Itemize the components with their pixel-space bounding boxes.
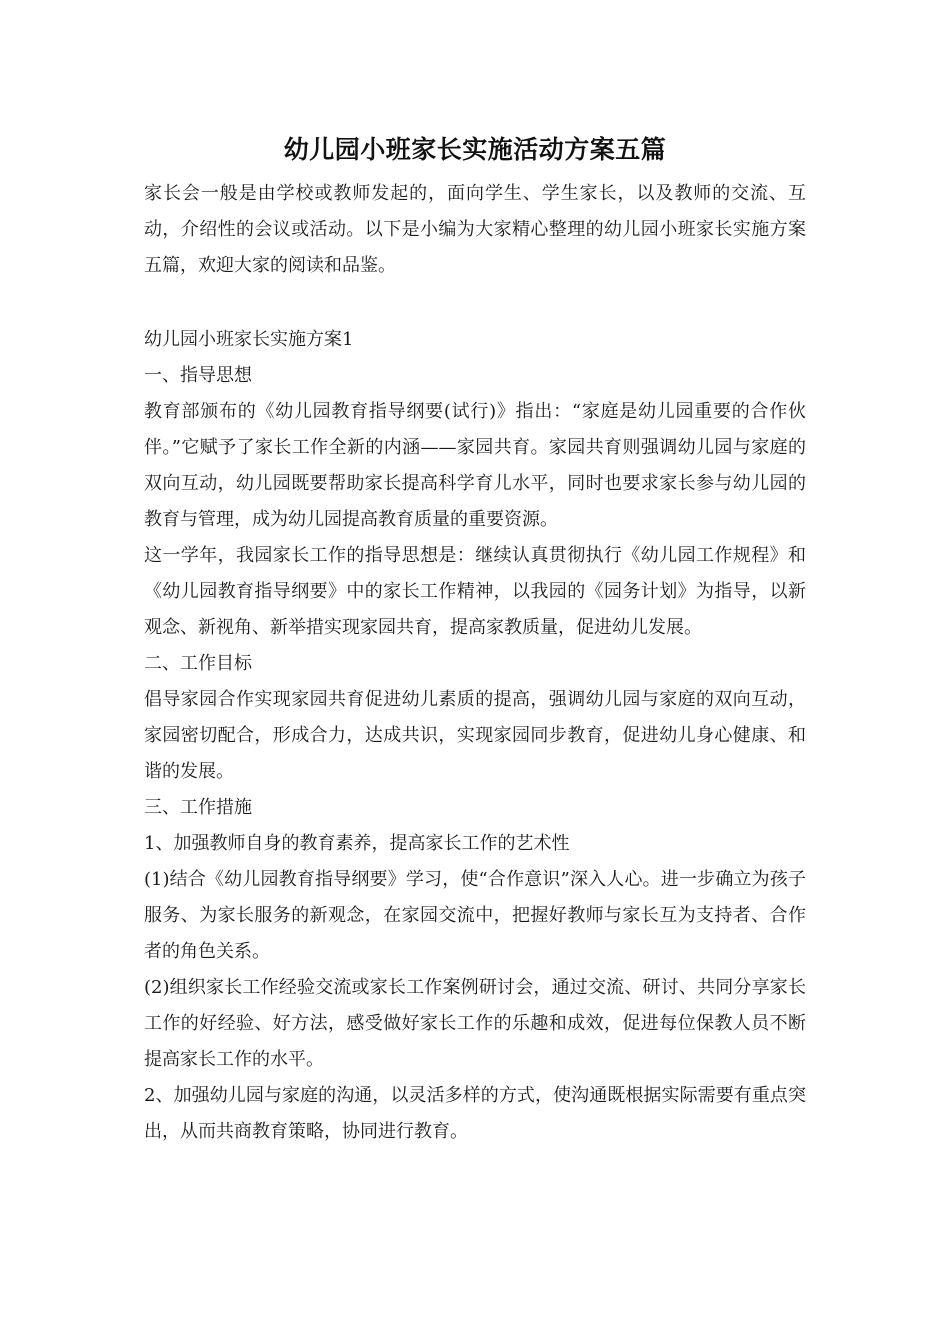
part-heading-work-measures: 三、工作措施 xyxy=(144,797,252,818)
part-heading-work-goals: 二、工作目标 xyxy=(144,653,252,674)
measure-heading-1: 1、加强教师自身的教育素养，提高家长工作的艺术性 xyxy=(144,833,570,854)
intro-paragraph: 家长会一般是由学校或教师发起的，面向学生、学生家长，以及教师的交流、互动，介绍性的会议或活动。以下是小编为大家精心整理的幼儿园小班家长实施方案五篇，欢迎大家的阅读和品鉴。 xyxy=(144,183,806,276)
measure-item-2: (2)组织家长工作经验交流或家长工作案例研讨会，通过交流、研讨、共同分享家长工作的好经验、好方法，感受做好家长工作的乐趣和成效，促进每位保教人员不断提高家长工作的水平。 xyxy=(144,977,806,1070)
blank-line xyxy=(144,284,806,322)
measure-heading-2: 2、加强幼儿园与家庭的沟通，以灵活多样的方式，使沟通既根据实际需要有重点突出，从而共商教育策略，协同进行教育。 xyxy=(144,1085,806,1142)
paragraph-guidelines: 教育部颁布的《幼儿园教育指导纲要(试行)》指出：“家庭是幼儿园重要的合作伙伴。”它赋予了家长工作全新的内涵——家园共育。家园共育则强调幼儿园与家庭的双向互动，幼儿园既要帮助家长提高科学育儿水平，同时也要求家长参与幼儿园的教育与管理，成为幼儿园提高教育质量的重要资源。 xyxy=(144,401,806,530)
paragraph-work-goals: 倡导家园合作实现家园共育促进幼儿素质的提高，强调幼儿园与家庭的双向互动，家园密切配合，形成合力，达成共识，实现家园同步教育，促进幼儿身心健康、和谐的发展。 xyxy=(144,689,806,782)
part-heading-guiding-ideology: 一、指导思想 xyxy=(144,365,252,386)
measure-item-1: (1)结合《幼儿园教育指导纲要》学习，使“合作意识”深入人心。进一步确立为孩子服务、为家长服务的新观念，在家园交流中，把握好教师与家长互为支持者、合作者的角色关系。 xyxy=(144,869,806,962)
document-title: 幼儿园小班家长实施活动方案五篇 xyxy=(283,135,667,164)
paragraph-annual-ideology: 这一学年，我园家长工作的指导思想是：继续认真贯彻执行《幼儿园工作规程》和《幼儿园教育指导纲要》中的家长工作精神，以我园的《园务计划》为指导，以新观念、新视角、新举措实现家园共育，提高家教质量，促进幼儿发展。 xyxy=(144,545,806,638)
section-heading: 幼儿园小班家长实施方案1 xyxy=(144,329,354,350)
document-body xyxy=(144,128,806,1150)
